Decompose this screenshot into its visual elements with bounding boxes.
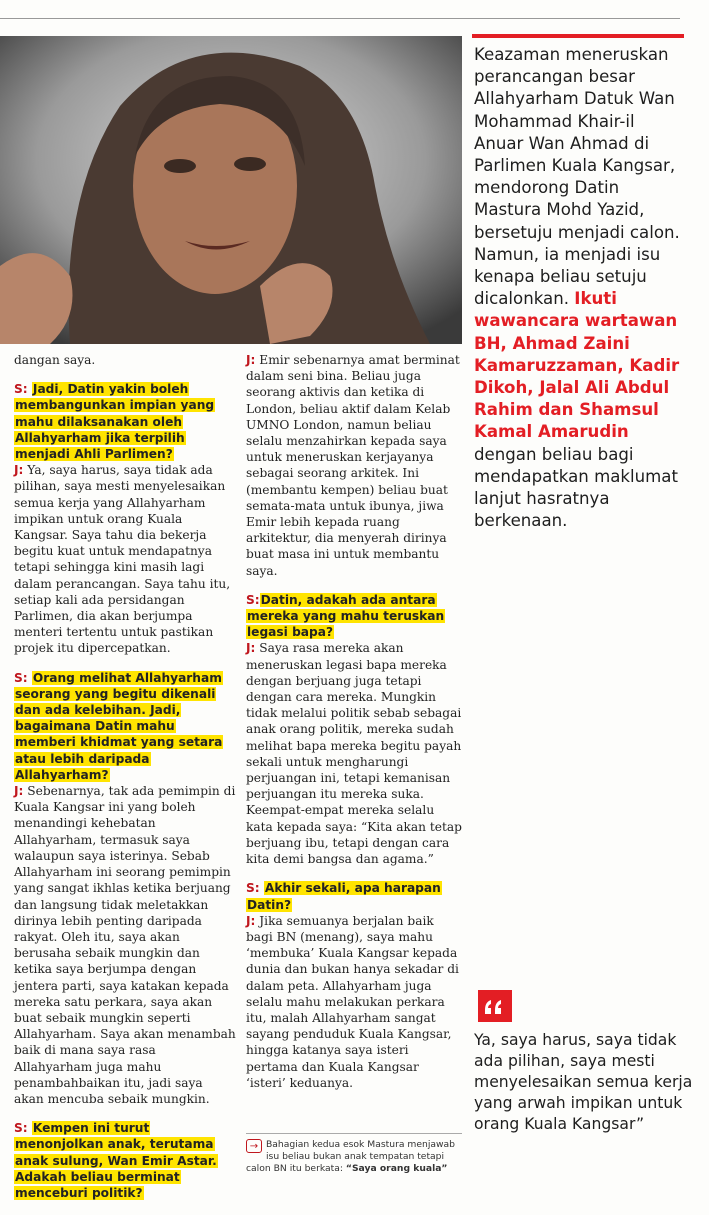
pull-quote: Ya, saya harus, saya tidak ada pilihan, saya mesti menyelesaikan semua kerja yang arwah impikan untuk orang Kuala Kangsar” [474,1031,693,1133]
answer-label: J: [246,913,256,928]
question-3-text: Kempen ini turut menonjolkan anak, terutama anak sulung, Wan Emir Astar. Adakah beliau berminat menceburi politik? [15,1121,217,1200]
answer-1-text: Ya, saya harus, saya tidak ada pilihan, saya mesti menyelesaikan semua kerja yang Allahyarham impikan untuk orang Kuala Kangsar. Saya tahu dia bekerja begitu kuat untuk mendapatnya tetapi sehingga kini masih lagi dalam perancangan. Saya tahu itu, setiap kali ada persidangan Parlimen, dia akan berjumpa menteri tertentu untuk pastikan projek itu dipercepatkan. [14,463,231,656]
question-label: S: [14,1121,28,1136]
question-5 [246,880,462,1091]
question-4-text: Datin, adakah ada antara mereka yang mahu teruskan legasi bapa? [247,592,445,640]
question-label: S: [14,670,28,685]
answer-label: J: [246,353,256,367]
question-2-text: Orang melihat Allahyarham seorang yang begitu dikenali dan ada kelebihan. Jadi, bagaimana Datin mahu memberi khidmat yang setara atau lebih daripada Allahyarham? [15,670,223,782]
sidebar-accent-bar [472,34,684,38]
portrait-illustration [0,36,462,344]
answer-3 [246,352,462,579]
answer-3-text: Emir sebenarnya amat berminat dalam seni bina. Beliau juga seorang aktivis dan ketika di London, beliau aktif dalam Kelab UMNO London, namun beliau selalu menzahirkan kepada saya untuk meneruskan kerjayanya sebagai seorang arkitek. Ini (membantu kempen) beliau buat semata-mata untuk ibunya, jiwa Emir lebih kepada ruang arkitektur, dia menyerah dirinya buat masa ini untuk membantu saya. [246,353,460,578]
interview-photo [0,36,462,344]
question-label: S: [246,592,260,607]
answer-4-text: Saya rasa mereka akan meneruskan legasi bapa mereka dengan berjuang juga tetapi dengan cara mereka. Mungkin tidak melalui politik sebab sebagai anak orang politik, mereka sudah melihat bapa mereka begitu payah sekali untuk mengharungi perjuangan ini, tetapi kemanisan perjuangan itu mereka suka. Keempat-empat mereka selalu kata kepada saya: “Kita akan tetap berjuang ibu, tetapi dengan cara kita demi bangsa dan agama.” [246,641,462,867]
arrow-right-icon: → [246,1139,262,1153]
sidebar-highlight: Ikuti wawancara wartawan BH, Ahmad Zaini Kamaruzzaman, Kadir Dikoh, Jalal Ali Abdul Rahim dan Shamsul Kamal Amarudin [474,289,680,442]
question-5-text: Akhir sekali, apa harapan Datin? [247,881,441,912]
top-rule [0,18,680,19]
intro-sidebar [474,44,688,532]
answer-label: J: [246,641,256,656]
question-1 [14,381,236,656]
question-3 [14,1120,236,1201]
answer-label: J: [14,784,24,799]
answer-2-text: Sebenarnya, tak ada pemimpin di Kuala Kangsar ini yang boleh menandingi kehebatan Allahyarham, termasuk saya walaupun saya isterinya. Sebab Allahyarham ini seorang pemimpin yang sangat ikhlas ketika berjuang dan langsung tidak meletakkan dirinya lebih penting daripada rakyat. Oleh itu, saya akan berusaha sebaik mungkin dan ketika saya berjumpa dengan jentera parti, saya katakan kepada mereka satu perkara, saya akan buat sebaik mungkin seperti Allahyarham. Saya akan menambah baik di mana saya rasa Allahyarham juga mahu penambahbaikan itu, jadi saya akan mencuba sebaik mungkin. [14,784,236,1106]
next-part-text: Bahagian kedua esok Mastura menjawab isu beliau bukan anak tempatan tetapi calon BN itu berkata: [246,1139,455,1174]
question-1-text: Jadi, Datin yakin boleh membangunkan impian yang mahu dilaksanakan oleh Allahyarham jika terpilih menjadi Ahli Parlimen? [15,382,215,462]
sidebar-intro: Keazaman meneruskan perancangan besar Allahyarham Datuk Wan Mohammad Khair-il Anuar Wan Ahmad di Parlimen Kuala Kangsar, mendorong Datin Mastura Mohd Yazid, bersetuju menjadi calon. Namun, ia menjadi isu kenapa beliau setuju dicalonkan. [474,45,680,309]
next-part-note [246,1133,462,1175]
quote-mark-icon [478,990,512,1022]
sidebar-tail: dengan beliau bagi mendapatkan maklumat lanjut hasratnya berkenaan. [474,444,678,531]
question-4 [246,592,462,867]
intro-tail: dangan saya. [14,353,96,367]
question-2 [14,670,236,1107]
article-column-1 [14,352,236,1214]
question-label: S: [246,881,260,896]
next-part-title: “Saya orang kuala” [345,1163,448,1174]
answer-label: J: [14,463,24,478]
question-label: S: [14,382,28,397]
article-column-2 [246,352,462,1104]
answer-5-text: Jika semuanya berjalan baik bagi BN (menang), saya mahu ‘membuka’ Kuala Kangsar kepada dunia dan bukan hanya sekadar di dalam peta. Allahyarham juga selalu mahu melakukan perkara itu, malah Allahyarham sangat sayang penduduk Kuala Kangsar, hingga katanya saya isteri pertama dan Kuala Kangsar ‘isteri’ keduanya. [246,913,459,1090]
